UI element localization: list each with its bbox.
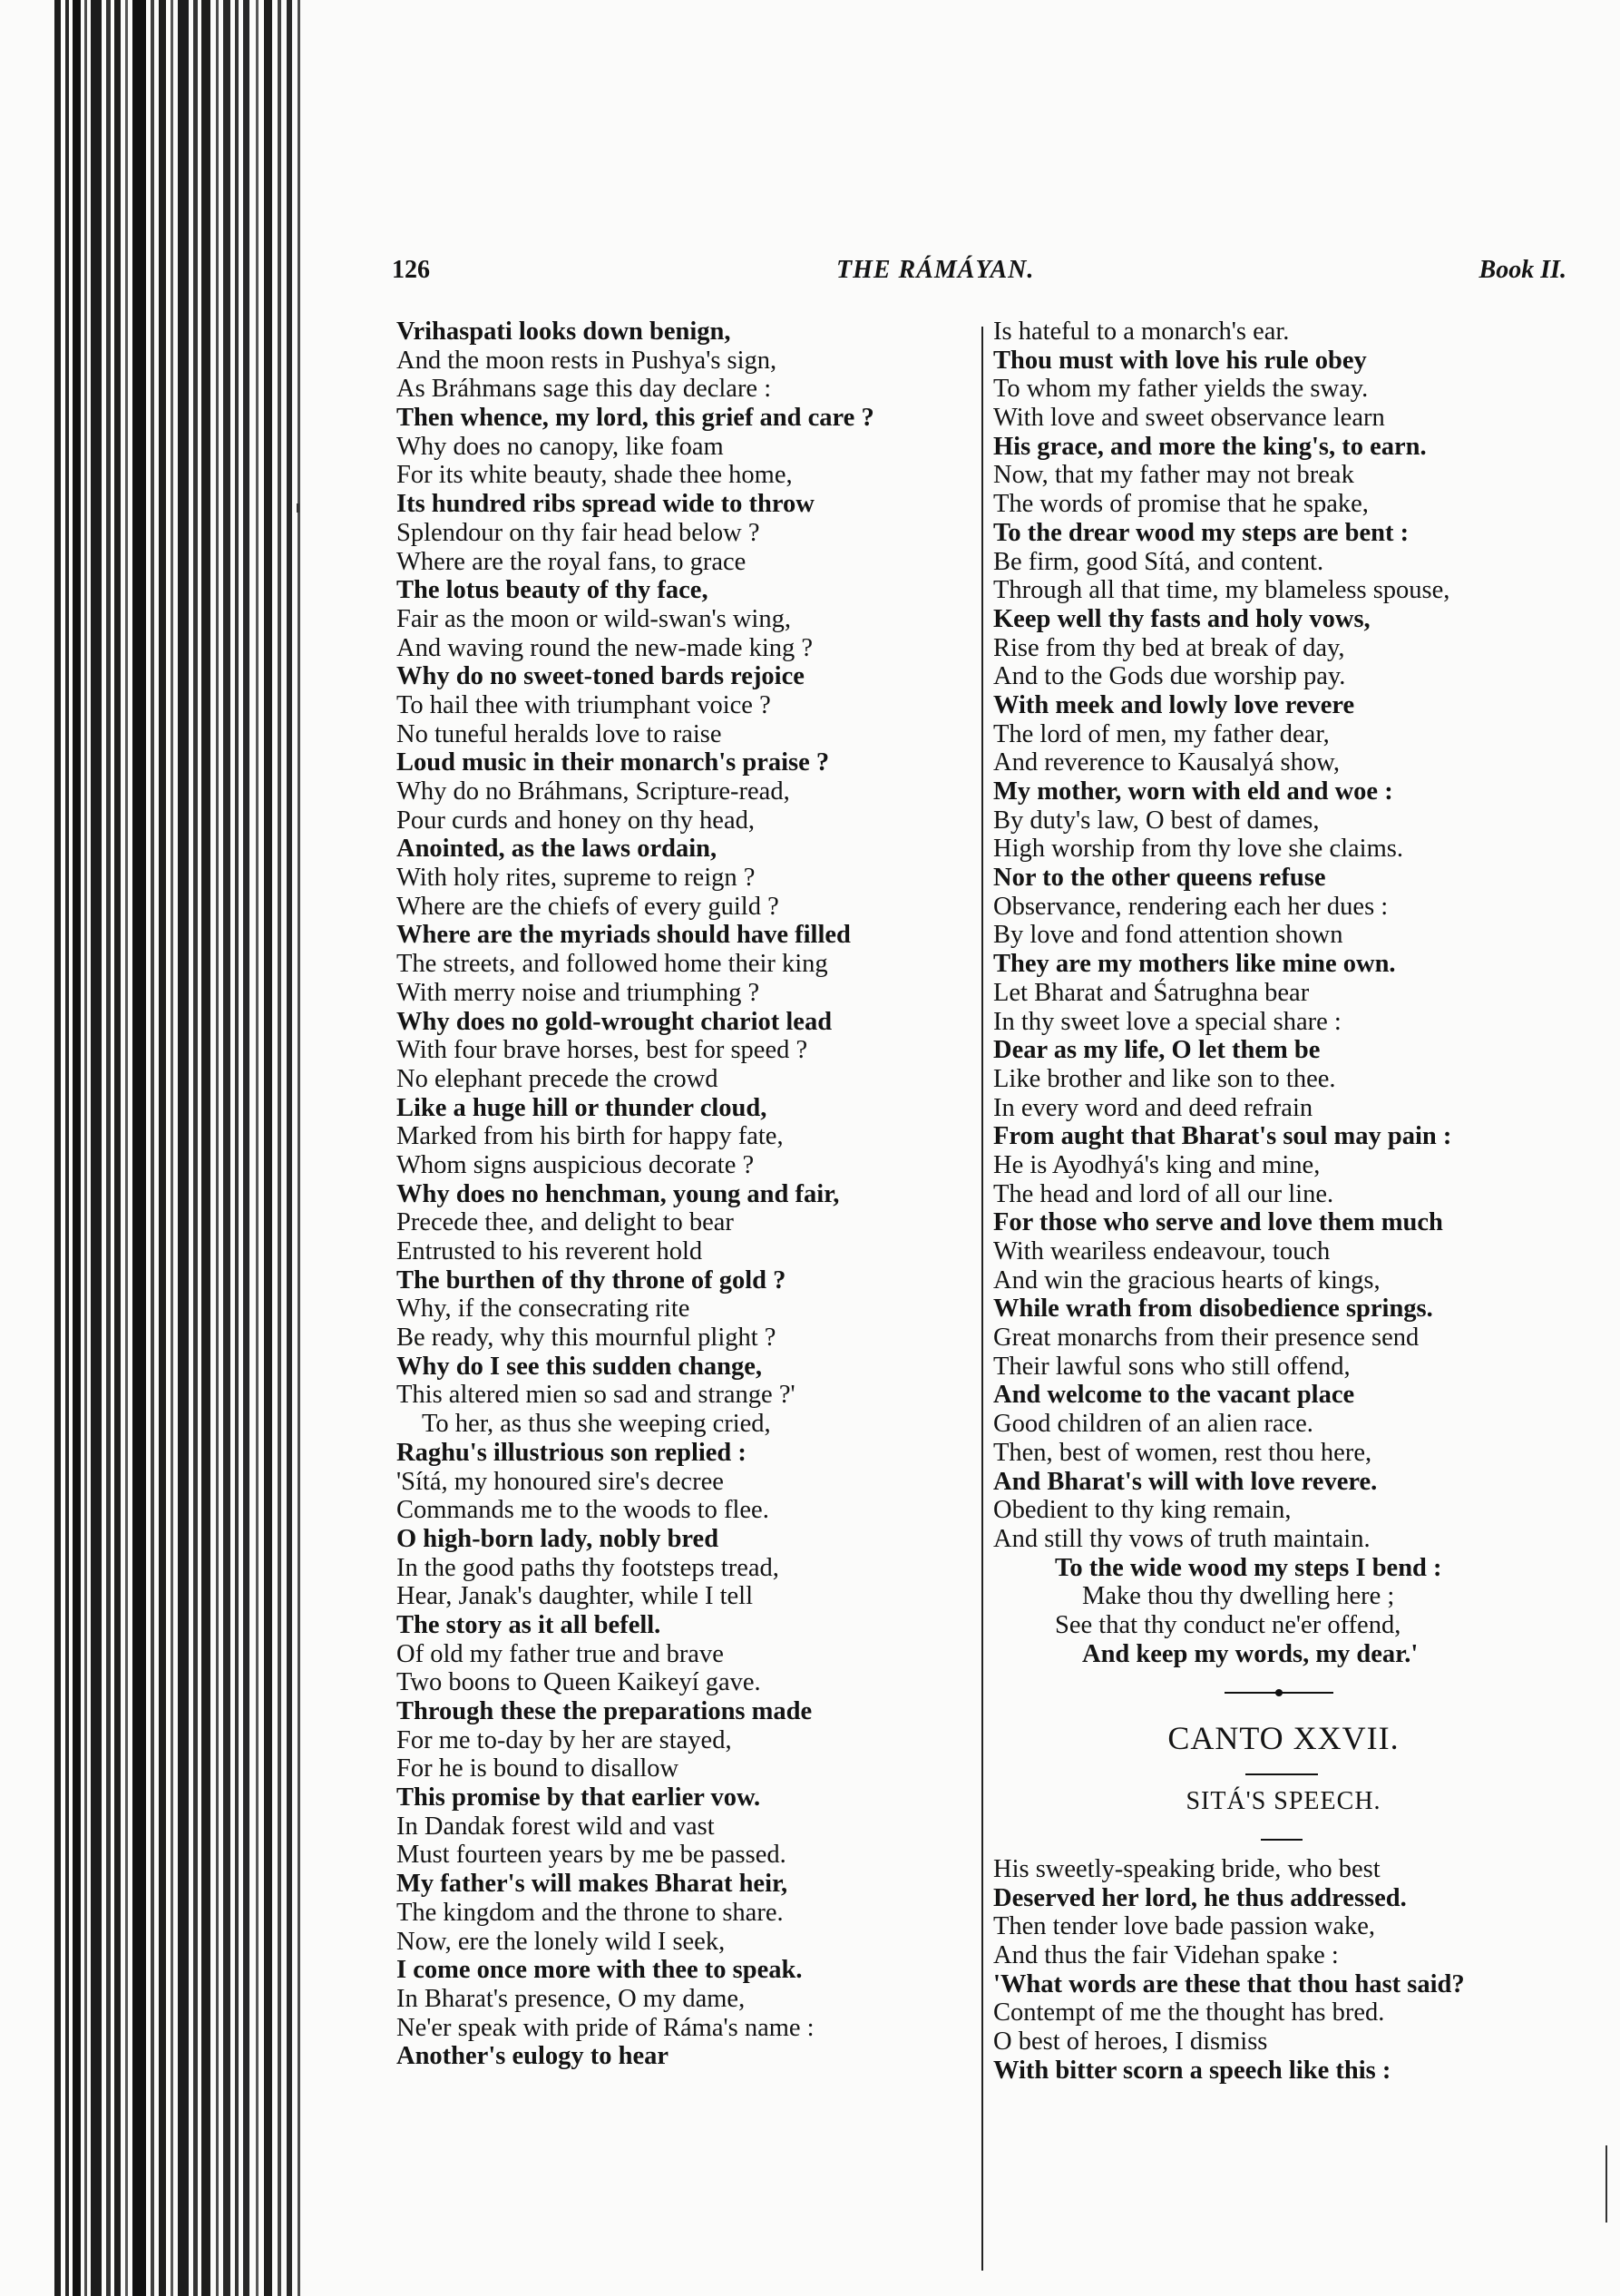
column-divider (981, 327, 983, 2271)
left-verse-line: Hear, Janak's daughter, while I tell (396, 1582, 754, 1611)
scan-edge-stripe (178, 0, 189, 2296)
canto-verse-line: His sweetly-speaking bride, who best (993, 1855, 1381, 1883)
scan-edge-stripe (223, 0, 230, 2296)
right-margin-mark (1605, 2145, 1607, 2223)
left-verse-line: Ne'er speak with pride of Ráma's name : (396, 2013, 815, 2042)
left-verse-line: 'Sítá, my honoured sire's decree (396, 1467, 724, 1496)
left-verse-line: Entrusted to his reverent hold (396, 1237, 703, 1265)
left-verse-line: The lotus beauty of thy face, (396, 576, 708, 605)
right-verse-line: Great monarchs from their presence send (993, 1324, 1420, 1353)
scan-edge-stripe (278, 0, 281, 2296)
left-verse-line: For me to-day by her are stayed, (396, 1725, 732, 1754)
left-verse-line: Why does no gold-wrought chariot lead (396, 1007, 833, 1036)
scan-edge-stripe (171, 0, 173, 2296)
left-verse-line: The story as it all befell. (396, 1610, 661, 1639)
canto-verse-line: O best of heroes, I dismiss (993, 2027, 1268, 2057)
left-verse-line: Through these the preparations made (396, 1697, 813, 1725)
left-verse-line: For he is bound to disallow (396, 1754, 679, 1783)
left-verse-line: As Bráhmans sage this day declare : (396, 375, 772, 404)
right-verse-line: And reverence to Kausalyá show, (993, 748, 1340, 777)
left-verse-line: The burthen of thy throne of gold ? (396, 1265, 786, 1295)
right-verse-line: Their lawful sons who still offend, (993, 1352, 1351, 1381)
left-verse-line: With merry noise and triumphing ? (396, 978, 760, 1007)
left-verse-line: Raghu's illustrious son replied : (396, 1438, 747, 1467)
right-verse-line: With love and sweet observance learn (993, 404, 1385, 433)
right-verse-line: Make thou thy dwelling here ; (1082, 1582, 1395, 1611)
left-verse-line: And waving round the new-made king ? (396, 633, 814, 662)
right-verse-line: For those who serve and love them much (993, 1208, 1443, 1237)
right-verse-line: Now, that my father may not break (993, 461, 1354, 490)
canto-title-rule (1245, 1773, 1318, 1775)
right-verse-line: They are my mothers like mine own. (993, 950, 1396, 979)
left-verse-line: I come once more with thee to speak. (396, 1956, 803, 1985)
left-verse-column (396, 318, 968, 2071)
canto-verse-line: Then tender love bade passion wake, (993, 1912, 1376, 1941)
scan-speck (297, 503, 299, 513)
scan-edge-stripe (73, 0, 81, 2296)
left-verse-line: In the good paths thy footsteps tread, (396, 1553, 779, 1582)
left-verse-line: Of old my father true and brave (396, 1639, 724, 1668)
left-verse-line: Why does no canopy, like foam (396, 432, 724, 461)
left-verse-line: Why does no henchman, young and fair, (396, 1179, 840, 1208)
right-verse-line: Good children of an alien race. (993, 1410, 1313, 1439)
scan-edge-stripe (54, 0, 61, 2296)
canto-verse-line: Contempt of me the thought has bred. (993, 1998, 1385, 2027)
scan-edge-stripe (65, 0, 69, 2296)
scan-edge-stripe (125, 0, 128, 2296)
left-verse-line: The streets, and followed home their king (396, 950, 828, 979)
right-verse-line: Obedient to thy king remain, (993, 1496, 1292, 1525)
right-verse-line: The words of promise that he spake, (993, 490, 1369, 519)
left-verse-line: My father's will makes Bharat heir, (396, 1870, 788, 1899)
right-verse-line: Dear as my life, O let them be (993, 1036, 1321, 1065)
right-verse-line: In every word and deed refrain (993, 1093, 1313, 1122)
right-verse-line: Keep well thy fasts and holy vows, (993, 604, 1371, 633)
right-verse-line: And keep my words, my dear.' (1082, 1639, 1419, 1668)
left-verse-line: Why do no sweet-toned bards rejoice (396, 662, 805, 691)
left-verse-line: Marked from his birth for happy fate, (396, 1122, 784, 1151)
left-verse-line: Whom signs auspicious decorate ? (396, 1150, 755, 1179)
left-verse-line: This promise by that earlier vow. (396, 1783, 761, 1812)
canto-subtitle: SITÁ'S SPEECH. (1186, 1787, 1381, 1815)
right-verse-line: The head and lord of all our line. (993, 1179, 1334, 1208)
left-verse-line: Why do no Bráhmans, Scripture-read, (396, 777, 790, 806)
canto-verse-block (993, 1855, 1574, 2086)
scan-edge-stripe (114, 0, 121, 2296)
scan-edge-stripe (235, 0, 239, 2296)
page-number: 126 (392, 256, 430, 284)
left-verse-line: Another's eulogy to hear (396, 2042, 669, 2071)
left-verse-line: Now, ere the lonely wild I seek, (396, 1927, 726, 1956)
left-verse-line: Splendour on thy fair head below ? (396, 518, 760, 547)
right-verse-line: Rise from thy bed at break of day, (993, 633, 1345, 662)
right-verse-line: Let Bharat and Śatrughna bear (993, 978, 1310, 1007)
left-verse-line: In Dandak forest wild and vast (396, 1812, 715, 1841)
right-verse-line: My mother, worn with eld and woe : (993, 777, 1393, 806)
left-verse-line: Vrihaspati looks down benign, (396, 318, 731, 346)
right-verse-line: By duty's law, O best of dames, (993, 806, 1320, 835)
right-verse-line: Observance, rendering each her dues : (993, 892, 1389, 921)
right-verse-line: Be firm, good Sítá, and content. (993, 547, 1324, 576)
canto-separator-ornament (1225, 1690, 1333, 1695)
right-verse-line: And welcome to the vacant place (993, 1381, 1355, 1410)
left-verse-line: This altered mien so sad and strange ?' (396, 1381, 795, 1410)
scan-edge-stripe (106, 0, 111, 2296)
right-verse-line: From aught that Bharat's soul may pain : (993, 1122, 1452, 1151)
scan-edge-stripe (84, 0, 87, 2296)
left-verse-line: And the moon rests in Pushya's sign, (396, 346, 777, 375)
left-verse-line: Precede thee, and delight to bear (396, 1208, 734, 1237)
right-verse-line: Then, best of women, rest thou here, (993, 1438, 1372, 1467)
canto-verse-line: Deserved her lord, he thus addressed. (993, 1883, 1407, 1912)
scan-edge-stripe (151, 0, 154, 2296)
right-verse-line: See that thy conduct ne'er offend, (1055, 1610, 1401, 1639)
canto-verse-line: And thus the fair Videhan spake : (993, 1941, 1339, 1970)
right-verse-line: And win the gracious hearts of kings, (993, 1265, 1381, 1295)
left-verse-line: With holy rites, supreme to reign ? (396, 864, 756, 893)
left-verse-line: Why, if the consecrating rite (396, 1295, 690, 1324)
left-verse-line: Where are the royal fans, to grace (396, 547, 747, 576)
scan-edge-stripe (201, 0, 210, 2296)
left-verse-line: Then whence, my lord, this grief and care ? (396, 404, 874, 433)
left-verse-line: To her, as thus she weeping cried, (422, 1410, 771, 1439)
right-verse-line: With meek and lowly love revere (993, 690, 1355, 719)
left-verse-line: Its hundred ribs spread wide to throw (396, 490, 815, 519)
right-verse-line: Thou must with love his rule obey (993, 346, 1367, 375)
left-verse-line: Like a huge hill or thunder cloud, (396, 1093, 767, 1122)
left-verse-line: Where are the chiefs of every guild ? (396, 892, 779, 921)
left-verse-line: Pour curds and honey on thy head, (396, 806, 755, 835)
scan-edge-stripe (298, 0, 300, 2296)
left-verse-line: In Bharat's presence, O my dame, (396, 1984, 746, 2013)
left-verse-line: Anointed, as the laws ordain, (396, 835, 717, 864)
scan-edge-stripe (264, 0, 272, 2296)
left-verse-line: To hail thee with triumphant voice ? (396, 690, 771, 719)
left-verse-line: Fair as the moon or wild-swan's wing, (396, 604, 791, 633)
scan-edge-stripe (243, 0, 249, 2296)
right-verse-line: Is hateful to a monarch's ear. (993, 318, 1290, 346)
right-verse-column (993, 318, 1574, 1668)
left-verse-line: No elephant precede the crowd (396, 1064, 718, 1093)
scanned-page-edge-shadow (45, 0, 308, 2296)
right-verse-line: He is Ayodhyá's king and mine, (993, 1150, 1321, 1179)
canto-subtitle-rule (1261, 1839, 1303, 1841)
right-verse-line: In thy sweet love a special share : (993, 1007, 1342, 1036)
right-verse-line: Through all that time, my blameless spouse, (993, 576, 1450, 605)
right-verse-line: By love and fond attention shown (993, 921, 1343, 950)
right-verse-line: To the drear wood my steps are bent : (993, 518, 1410, 547)
left-verse-line: Where are the myriads should have filled (396, 921, 851, 950)
right-verse-line: Like brother and like son to thee. (993, 1064, 1336, 1093)
right-verse-line: And Bharat's will with love revere. (993, 1467, 1378, 1496)
left-verse-line: Why do I see this sudden change, (396, 1352, 763, 1381)
canto-verse-line: With bitter scorn a speech like this : (993, 2056, 1391, 2085)
left-verse-line: Commands me to the woods to flee. (396, 1496, 769, 1525)
canto-verse-line: 'What words are these that thou hast said? (993, 1969, 1465, 1998)
running-header (392, 256, 1566, 296)
right-verse-line: To the wide wood my steps I bend : (1055, 1553, 1442, 1582)
left-verse-line: For its white beauty, shade thee home, (396, 461, 793, 490)
right-verse-line: With weariless endeavour, touch (993, 1237, 1331, 1265)
right-verse-line: High worship from thy love she claims. (993, 835, 1403, 864)
scan-edge-stripe (132, 0, 146, 2296)
scan-edge-stripe (91, 0, 102, 2296)
right-verse-line: And still thy vows of truth maintain. (993, 1524, 1371, 1553)
scan-edge-stripe (256, 0, 259, 2296)
right-verse-line: His grace, and more the king's, to earn. (993, 432, 1427, 461)
book-number: Book II. (1478, 256, 1566, 284)
canto-title: CANTO XXVII. (1167, 1720, 1400, 1756)
scan-edge-stripe (287, 0, 292, 2296)
scan-edge-stripe (193, 0, 198, 2296)
left-verse-line: No tuneful heralds love to raise (396, 719, 722, 748)
right-verse-line: Nor to the other queens refuse (993, 864, 1326, 893)
left-verse-line: Must fourteen years by me be passed. (396, 1841, 786, 1870)
right-verse-line: To whom my father yields the sway. (993, 375, 1369, 404)
scan-edge-stripe (159, 0, 166, 2296)
left-verse-line: Be ready, why this mournful plight ? (396, 1324, 776, 1353)
right-verse-line: The lord of men, my father dear, (993, 719, 1330, 748)
running-title: THE RÁMÁYAN. (836, 256, 1035, 284)
right-verse-line: While wrath from disobedience springs. (993, 1295, 1433, 1324)
scan-edge-stripe (216, 0, 219, 2296)
left-verse-line: The kingdom and the throne to share. (396, 1898, 784, 1927)
left-verse-line: O high-born lady, nobly bred (396, 1524, 719, 1553)
left-verse-line: With four brave horses, best for speed ? (396, 1036, 808, 1065)
left-verse-line: Loud music in their monarch's praise ? (396, 748, 830, 777)
right-verse-line: And to the Gods due worship pay. (993, 662, 1346, 691)
left-verse-line: Two boons to Queen Kaikeyí gave. (396, 1668, 761, 1697)
